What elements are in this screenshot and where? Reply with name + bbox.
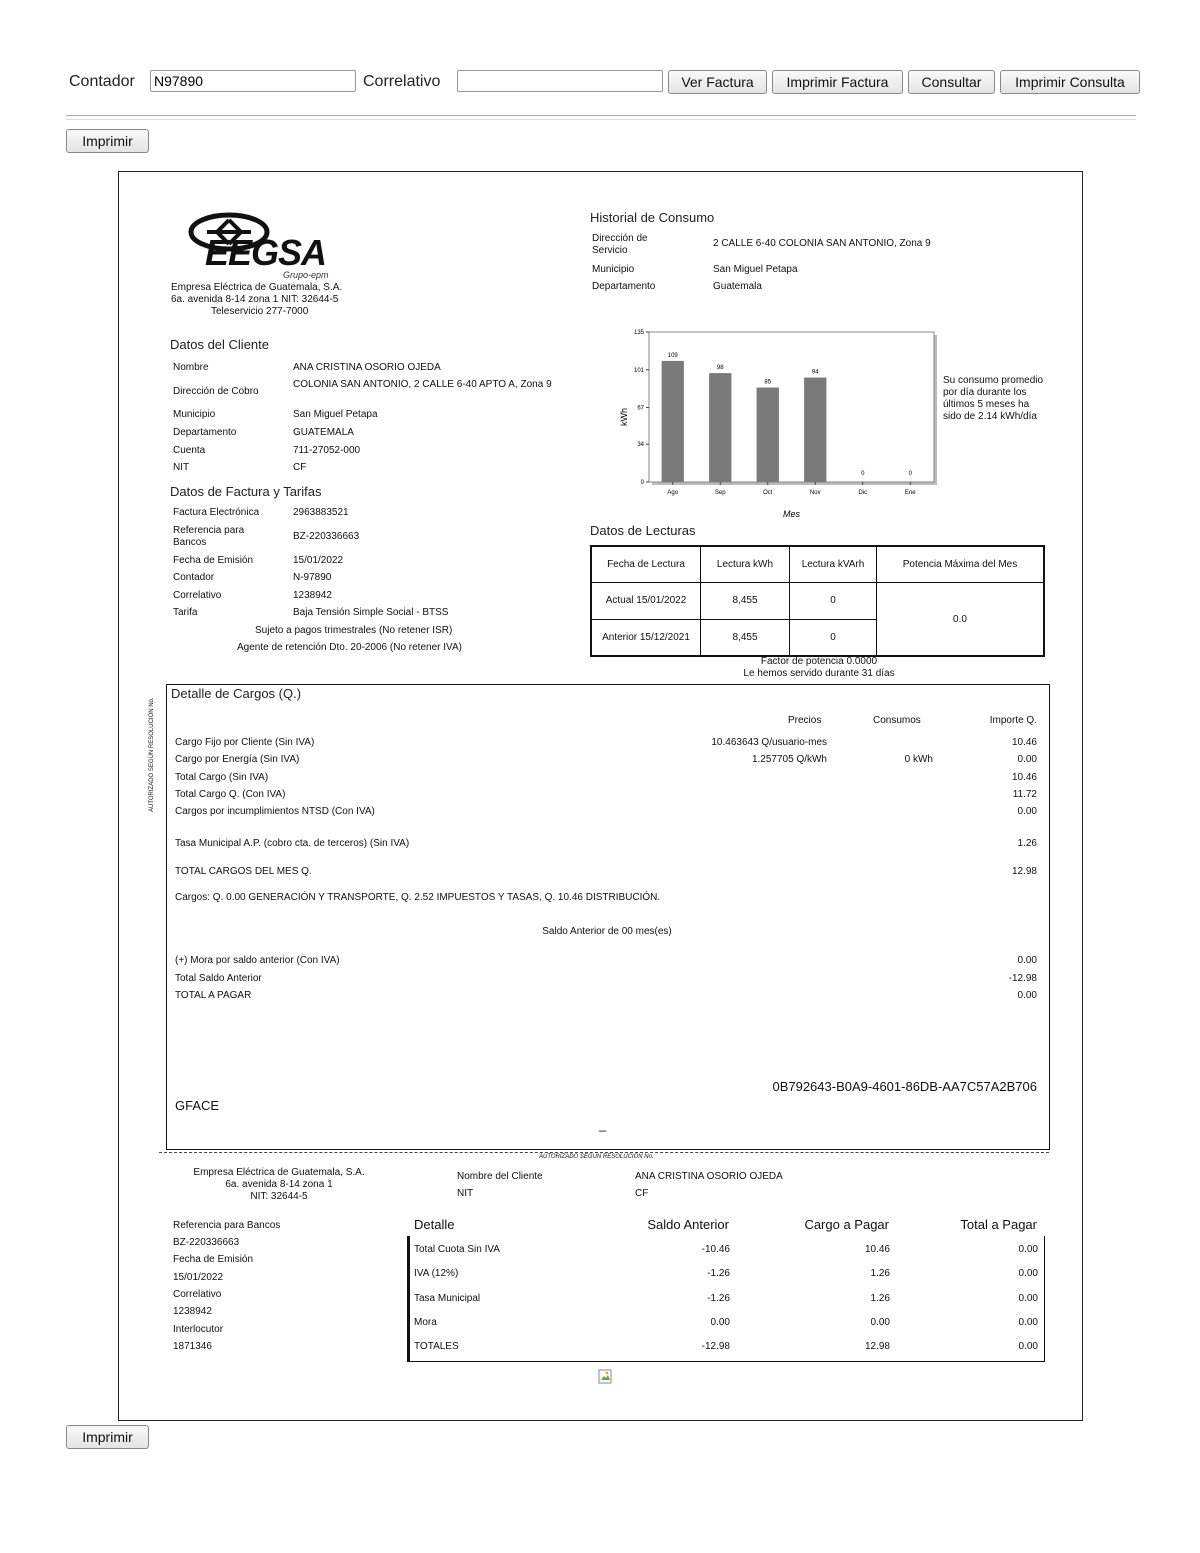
invoice-label: Contador bbox=[173, 572, 215, 583]
stub-left-text: BZ-220336663 bbox=[173, 1237, 240, 1248]
uuid: 0B792643-B0A9-4601-86DB-AA7C57A2B706 bbox=[772, 1079, 1037, 1094]
charge-consumo: 0 kWh bbox=[904, 754, 933, 765]
invoice-note: Agente de retención Dto. 20-2006 (No retener IVA) bbox=[237, 642, 462, 653]
logo-text: EEGSA bbox=[205, 232, 327, 273]
stub-nit-value: CF bbox=[635, 1188, 649, 1199]
pagar-value: 0.00 bbox=[1017, 990, 1037, 1001]
client-value: ANA CRISTINA OSORIO OJEDA bbox=[293, 362, 441, 373]
charge-importe: 10.46 bbox=[1011, 772, 1037, 783]
y-tick-label: 0 bbox=[640, 480, 644, 486]
charge-label: Total Cargo Q. (Con IVA) bbox=[175, 789, 286, 800]
readings-header: Potencia Máxima del Mes bbox=[877, 546, 1045, 583]
client-value: San Miguel Petapa bbox=[293, 409, 378, 420]
reading-kvarh: 0 bbox=[790, 583, 877, 620]
charge-importe: 0.00 bbox=[1017, 754, 1037, 765]
charge-label: Cargos por incumplimientos NTSD (Con IVA) bbox=[175, 806, 375, 817]
charges-box bbox=[166, 684, 1050, 1150]
client-value: COLONIA SAN ANTONIO, 2 CALLE 6-40 APTO A, Zona 9 bbox=[293, 379, 552, 390]
print-button-top[interactable]: Imprimir bbox=[66, 129, 149, 153]
tasa-label: Tasa Municipal A.P. (cobro cta. de terceros) (Sin IVA) bbox=[175, 838, 410, 849]
y-axis-label: kWh bbox=[619, 408, 629, 426]
stub-row-cargo: 1.26 bbox=[870, 1268, 890, 1279]
x-tick-label: Ene bbox=[904, 490, 916, 496]
stub-header-cargo: Cargo a Pagar bbox=[804, 1217, 889, 1232]
bar-value-label: 94 bbox=[811, 369, 819, 376]
stub-row-total: 0.00 bbox=[1018, 1341, 1038, 1352]
stub-left-text: Referencia para Bancos bbox=[173, 1220, 281, 1231]
stub-row-saldo: -1.26 bbox=[707, 1268, 730, 1279]
consultar-button[interactable]: Consultar bbox=[908, 70, 995, 94]
col-importe: Importe Q. bbox=[989, 715, 1037, 726]
client-title: Datos del Cliente bbox=[170, 337, 269, 352]
history-label: Municipio bbox=[592, 264, 635, 275]
chart-bar bbox=[662, 361, 684, 482]
charge-label: Total Cargo (Sin IVA) bbox=[175, 772, 269, 783]
eegsa-logo bbox=[183, 210, 363, 282]
history-label: Departamento bbox=[592, 281, 656, 292]
ver-factura-button[interactable]: Ver Factura bbox=[668, 70, 767, 94]
invoice-value: 1238942 bbox=[293, 590, 332, 601]
readings-header: Lectura kVArh bbox=[790, 546, 877, 583]
reading-date: Anterior 15/12/2021 bbox=[591, 619, 701, 656]
charges-title: Detalle de Cargos (Q.) bbox=[171, 686, 302, 701]
invoice-value: BZ-220336663 bbox=[293, 531, 360, 542]
invoice-value: N-97890 bbox=[293, 572, 332, 583]
max-power: 0.0 bbox=[877, 583, 1045, 656]
stub-left-text: 1238942 bbox=[173, 1306, 212, 1317]
stub-row-cargo: 1.26 bbox=[870, 1293, 890, 1304]
stub-left-text: 1871346 bbox=[173, 1341, 212, 1352]
contador-input[interactable] bbox=[150, 70, 356, 92]
contador-label: Contador bbox=[69, 73, 135, 90]
stub-row-label: Tasa Municipal bbox=[414, 1293, 481, 1304]
stub-header-saldo: Saldo Anterior bbox=[647, 1217, 729, 1232]
history-value: San Miguel Petapa bbox=[713, 264, 798, 275]
charge-importe: 11.72 bbox=[1012, 789, 1037, 800]
average-note: Su consumo promedio por día durante los últimos 5 meses ha sido de 2.14 kWh/día bbox=[943, 375, 1044, 422]
bar-value-label: 85 bbox=[764, 379, 772, 386]
charge-importe: 10.46 bbox=[1011, 737, 1037, 748]
charge-importe: 0.00 bbox=[1017, 806, 1037, 817]
stub-row-total: 0.00 bbox=[1018, 1244, 1038, 1255]
bar-value-label: 98 bbox=[716, 365, 724, 372]
y-tick-label: 135 bbox=[633, 330, 644, 336]
stub-row-saldo: -10.46 bbox=[701, 1244, 730, 1255]
x-tick-label: Ago bbox=[667, 490, 679, 496]
x-tick-label: Oct bbox=[763, 490, 773, 496]
toolbar-separator bbox=[66, 115, 1136, 120]
readings-header: Fecha de Lectura bbox=[591, 546, 701, 583]
client-label: NIT bbox=[173, 462, 190, 473]
gface: GFACE bbox=[175, 1098, 220, 1113]
print-button-bottom[interactable]: Imprimir bbox=[66, 1425, 149, 1449]
reading-kvarh: 0 bbox=[790, 619, 877, 656]
client-label: Departamento bbox=[173, 427, 237, 438]
stub-left-text: 15/01/2022 bbox=[173, 1272, 224, 1283]
invoice-label: Factura Electrónica bbox=[173, 507, 260, 518]
charges-breakdown: Cargos: Q. 0.00 GENERACIÓN Y TRANSPORTE, Q. 2.52 IMPUESTOS Y TASAS, Q. 10.46 DISTRIBUCIÓN. bbox=[175, 892, 661, 903]
y-tick-label: 34 bbox=[637, 442, 644, 449]
invoice-label: Tarifa bbox=[173, 607, 198, 618]
col-consumos: Consumos bbox=[873, 715, 921, 726]
col-precios: Precios bbox=[788, 715, 822, 726]
reading-kwh: 8,455 bbox=[701, 619, 790, 656]
pagar-label: TOTAL A PAGAR bbox=[175, 990, 252, 1001]
history-label: Dirección de Servicio bbox=[592, 233, 648, 256]
history-value: 2 CALLE 6-40 COLONIA SAN ANTONIO, Zona 9 bbox=[713, 238, 931, 249]
invoice-label: Referencia para Bancos bbox=[173, 525, 245, 548]
imprimir-consulta-button[interactable]: Imprimir Consulta bbox=[1000, 70, 1140, 94]
chart-bar bbox=[709, 373, 731, 482]
stub-table-left-border bbox=[408, 1236, 410, 1362]
stub-left-text: Fecha de Emisión bbox=[173, 1254, 254, 1265]
y-tick-label: 67 bbox=[637, 405, 644, 412]
invoice-label: Fecha de Emisión bbox=[173, 555, 254, 566]
stub-row-saldo: -12.98 bbox=[701, 1341, 730, 1352]
stub-row-cargo: 10.46 bbox=[864, 1244, 890, 1255]
cut-line-text: AUTORIZADO SEGÚN RESOLUCIÓN No. bbox=[539, 1154, 654, 1160]
client-label: Dirección de Cobro bbox=[173, 386, 259, 397]
stub-row-saldo: -1.26 bbox=[707, 1293, 730, 1304]
mora-label: (+) Mora por saldo anterior (Con IVA) bbox=[175, 955, 340, 966]
x-tick-label: Nov bbox=[809, 490, 821, 496]
charge-price: 1.257705 Q/kWh bbox=[751, 754, 827, 765]
client-value: 711-27052-000 bbox=[293, 445, 361, 456]
saldo-value: -12.98 bbox=[1008, 973, 1037, 984]
chart-bar bbox=[804, 378, 826, 482]
stub-header-total: Total a Pagar bbox=[960, 1217, 1037, 1232]
stub-table bbox=[407, 1236, 1045, 1362]
invoice-label: Correlativo bbox=[173, 590, 222, 601]
side-vertical-text: AUTORIZADO SEGÚN RESOLUCIÓN No. bbox=[149, 697, 155, 812]
readings-table bbox=[590, 545, 1045, 657]
correlativo-input[interactable] bbox=[457, 70, 663, 92]
stub-nit-label: NIT bbox=[457, 1188, 474, 1199]
stub-left-text: Correlativo bbox=[173, 1289, 222, 1300]
readings-title: Datos de Lecturas bbox=[590, 523, 696, 538]
client-label: Nombre bbox=[173, 362, 209, 373]
stub-row-cargo: 0.00 bbox=[870, 1317, 890, 1328]
invoice-title: Datos de Factura y Tarifas bbox=[170, 484, 322, 499]
cut-line bbox=[159, 1152, 1049, 1153]
charge-label: Cargo por Energía (Sin IVA) bbox=[175, 754, 300, 765]
total-charges-label: TOTAL CARGOS DEL MES Q. bbox=[175, 866, 312, 877]
mora-value: 0.00 bbox=[1017, 955, 1037, 966]
stub-row-label: Mora bbox=[414, 1317, 437, 1328]
days-served: Le hemos servido durante 31 días bbox=[743, 668, 895, 679]
invoice-value: 2963883521 bbox=[293, 507, 349, 518]
stub-row-cargo: 12.98 bbox=[864, 1341, 890, 1352]
x-axis-label: Mes bbox=[782, 509, 801, 519]
y-tick-label: 101 bbox=[633, 367, 644, 374]
x-tick-label: Sep bbox=[714, 490, 726, 496]
readings-header: Lectura kWh bbox=[701, 546, 790, 583]
stub-row-label: Total Cuota Sin IVA bbox=[414, 1244, 500, 1255]
saldo-title: Saldo Anterior de 00 mes(es) bbox=[542, 926, 672, 937]
bar-value-label: 0 bbox=[861, 471, 865, 477]
broken-image-icon bbox=[598, 1369, 614, 1385]
bar-value-label: 109 bbox=[667, 352, 678, 359]
charge-label: Cargo Fijo por Cliente (Sin IVA) bbox=[175, 737, 315, 748]
consumption-chart bbox=[609, 322, 949, 522]
stub-company-nit: NIT: 32644-5 bbox=[250, 1191, 308, 1202]
reading-kwh: 8,455 bbox=[701, 583, 790, 620]
chart-frame bbox=[649, 332, 934, 482]
imprimir-factura-button[interactable]: Imprimir Factura bbox=[772, 70, 903, 94]
dash-mark: _ bbox=[599, 1117, 607, 1132]
stub-row-label: TOTALES bbox=[414, 1341, 459, 1352]
reading-date: Actual 15/01/2022 bbox=[591, 583, 701, 620]
correlativo-label: Correlativo bbox=[363, 73, 441, 90]
invoice-value: 15/01/2022 bbox=[293, 555, 344, 566]
bar-value-label: 0 bbox=[908, 471, 912, 477]
client-label: Municipio bbox=[173, 409, 216, 420]
company-name: Empresa Eléctrica de Guatemala, S.A. bbox=[171, 282, 343, 293]
stub-company-name: Empresa Eléctrica de Guatemala, S.A. bbox=[193, 1167, 365, 1178]
stub-row-total: 0.00 bbox=[1018, 1268, 1038, 1279]
client-value: GUATEMALA bbox=[293, 427, 354, 438]
client-label: Cuenta bbox=[173, 445, 206, 456]
client-value: CF bbox=[293, 462, 307, 473]
chart-bar bbox=[757, 388, 779, 482]
stub-row-total: 0.00 bbox=[1018, 1293, 1038, 1304]
stub-row-total: 0.00 bbox=[1018, 1317, 1038, 1328]
invoice-frame bbox=[118, 171, 1083, 1421]
stub-row-saldo: 0.00 bbox=[710, 1317, 730, 1328]
stub-client-value: ANA CRISTINA OSORIO OJEDA bbox=[635, 1171, 783, 1182]
logo-sub: Grupo-epm bbox=[283, 270, 329, 280]
stub-row-label: IVA (12%) bbox=[414, 1268, 459, 1279]
tasa-value: 1.26 bbox=[1017, 838, 1037, 849]
x-tick-label: Dic bbox=[858, 490, 868, 496]
stub-company-addr: 6a. avenida 8-14 zona 1 bbox=[225, 1179, 333, 1190]
invoice-note: Sujeto a pagos trimestrales (No retener ISR) bbox=[255, 625, 453, 636]
charge-price: 10.463643 Q/usuario-mes bbox=[711, 737, 827, 748]
company-phone: Teleservicio 277-7000 bbox=[211, 306, 309, 317]
stub-header-detalle: Detalle bbox=[414, 1217, 455, 1232]
history-title: Historial de Consumo bbox=[590, 210, 715, 225]
company-address: 6a. avenida 8-14 zona 1 NIT: 32644-5 bbox=[171, 294, 339, 305]
invoice-value: Baja Tensión Simple Social - BTSS bbox=[293, 607, 449, 618]
stub-left-text: Interlocutor bbox=[173, 1324, 224, 1335]
history-value: Guatemala bbox=[713, 281, 762, 292]
power-factor: Factor de potencia 0.0000 bbox=[760, 656, 878, 667]
stub-client-label: Nombre del Cliente bbox=[457, 1171, 543, 1182]
saldo-label: Total Saldo Anterior bbox=[175, 973, 262, 984]
total-charges-value: 12.98 bbox=[1011, 866, 1037, 877]
